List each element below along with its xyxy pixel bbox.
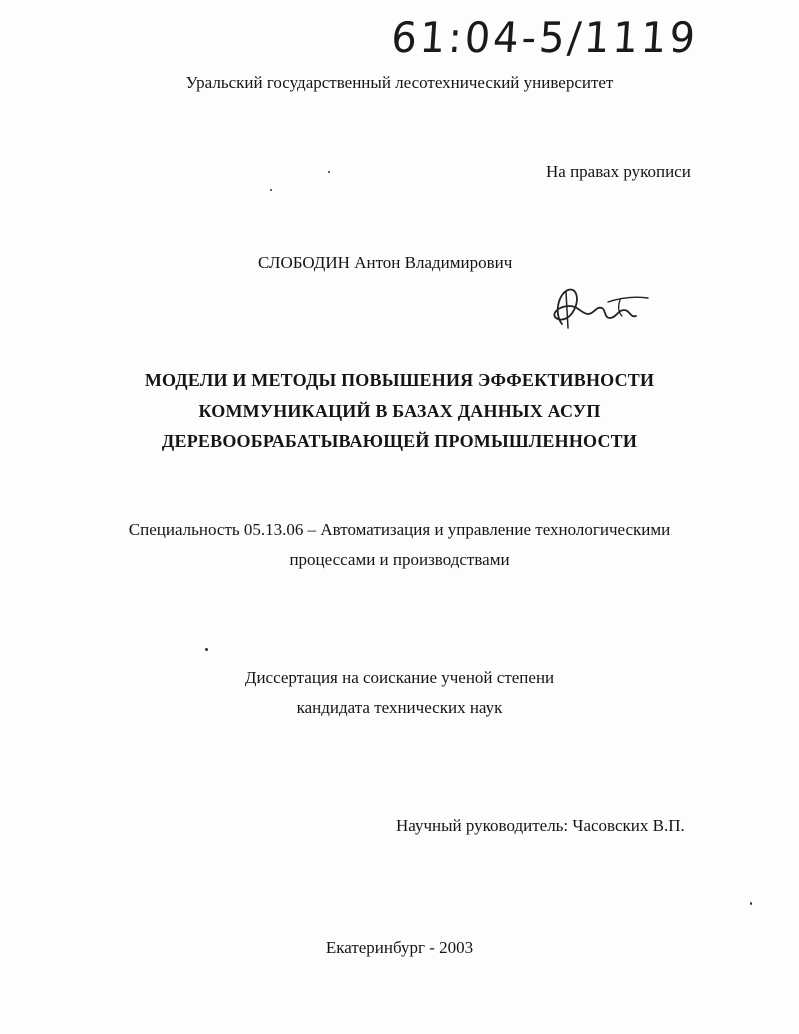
thesis-title-line: ДЕРЕВООБРАБАТЫВАЮЩЕЙ ПРОМЫШЛЕННОСТИ xyxy=(161,431,638,451)
scientific-supervisor: Научный руководитель: Часовских В.П. xyxy=(396,816,685,835)
scan-speck xyxy=(205,648,208,651)
author-name: СЛОБОДИН Антон Владимирович xyxy=(258,253,513,272)
thesis-title-line: МОДЕЛИ И МЕТОДЫ ПОВЫШЕНИЯ ЭФФЕКТИВНОСТИ xyxy=(144,370,655,390)
handwritten-archive-code: 61:04-5/1119 xyxy=(389,14,700,63)
manuscript-rights-note: На правах рукописи xyxy=(546,162,691,181)
scan-speck xyxy=(328,171,330,173)
dissertation-degree-line: кандидата технических наук xyxy=(296,698,503,717)
author-signature xyxy=(548,284,650,332)
specialty-line: Специальность 05.13.06 – Автоматизация и управление технологическими xyxy=(128,520,671,539)
specialty-line: процессами и производствами xyxy=(289,550,510,569)
city-and-year: Екатеринбург - 2003 xyxy=(325,938,474,957)
thesis-title-line: КОММУНИКАЦИЙ В БАЗАХ ДАННЫХ АСУП xyxy=(198,401,601,421)
dissertation-degree-line: Диссертация на соискание ученой степени xyxy=(244,668,555,687)
scan-speck xyxy=(750,902,752,905)
university-name: Уральский государственный лесотехнический университет xyxy=(185,73,614,92)
scan-speck xyxy=(270,189,272,191)
